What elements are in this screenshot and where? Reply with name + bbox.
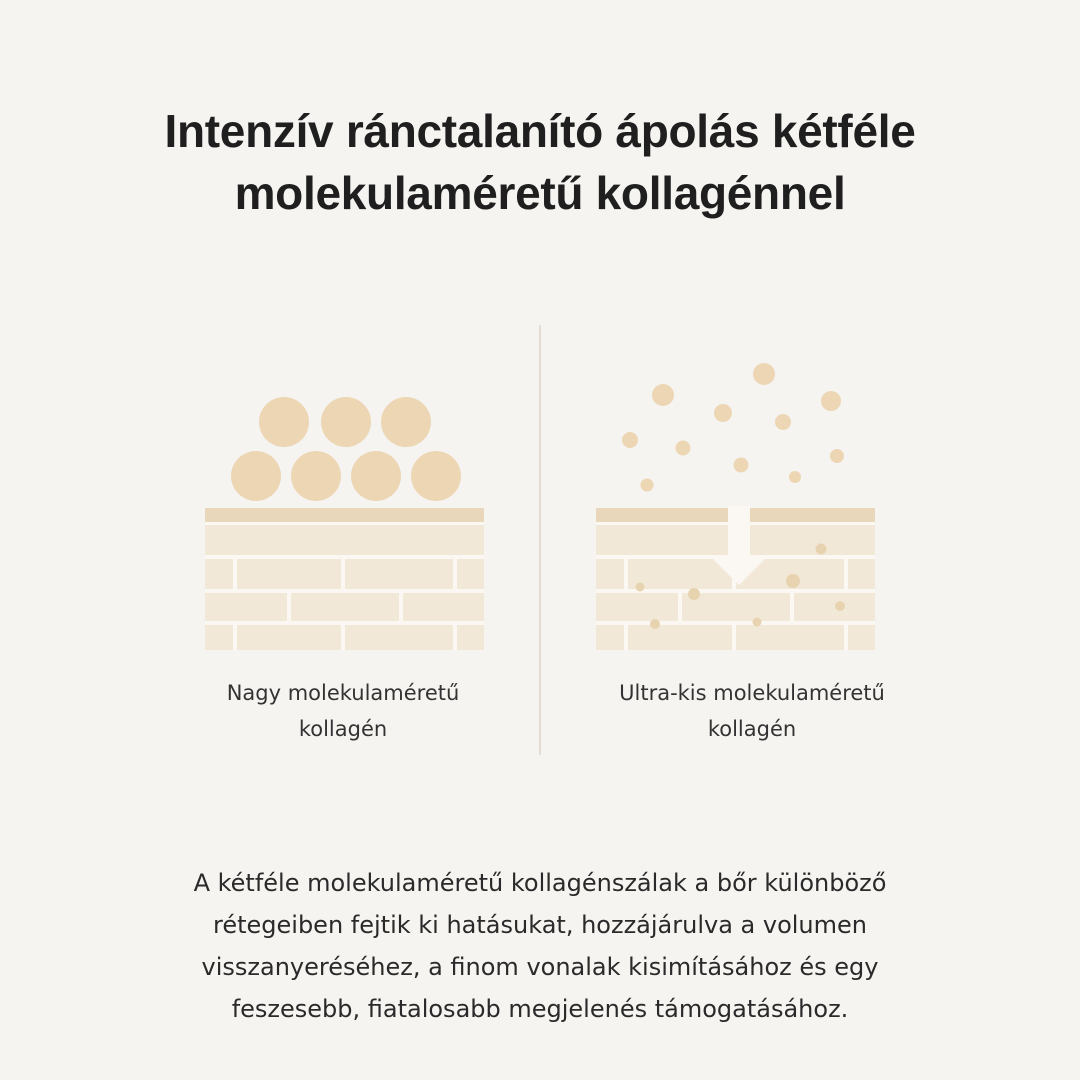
large-molecule [231, 451, 281, 501]
large-molecules [231, 397, 461, 501]
large-molecule [259, 397, 309, 447]
description-line: feszesebb, fiatalosabb megjelenés támogatásához. [231, 995, 849, 1023]
skin-brick [596, 593, 678, 621]
skin-brick [291, 593, 399, 621]
small-molecule [622, 432, 638, 448]
large-molecule [411, 451, 461, 501]
small-molecule [714, 404, 732, 422]
skin-brick [205, 625, 233, 650]
absorbed-particle [650, 619, 660, 629]
skin-brick [596, 559, 624, 589]
skin-layers-left [205, 508, 484, 650]
title-line-1: Intenzív ránctalanító ápolás kétféle [164, 105, 916, 157]
skin-brick [736, 625, 844, 650]
absorbed-particle [786, 574, 800, 588]
description-line: rétegeiben fejtik ki hatásukat, hozzájárulva a volumen [213, 911, 867, 939]
large-molecule [321, 397, 371, 447]
skin-brick [596, 625, 624, 650]
skin-brick [205, 559, 233, 589]
skin-brick [628, 625, 732, 650]
skin-brick [794, 593, 875, 621]
large-molecule-panel [205, 397, 484, 650]
small-molecule [753, 363, 775, 385]
caption-small-molecule [572, 675, 932, 747]
small-molecule [775, 414, 791, 430]
caption-large-molecule [163, 675, 523, 747]
small-molecules [622, 363, 844, 492]
description-paragraph [90, 862, 990, 1030]
skin-top-layer [205, 508, 484, 522]
description-line: visszanyeréséhez, a finom vonalak kisimításához és egy [201, 953, 879, 981]
absorbed-particle [816, 544, 827, 555]
skin-brick [205, 593, 287, 621]
small-molecule [734, 458, 749, 473]
absorbed-particle [753, 618, 762, 627]
skin-brick [403, 593, 484, 621]
skin-brick [205, 525, 484, 555]
absorbed-particle [636, 583, 645, 592]
absorbed-particle [835, 601, 845, 611]
caption-line: Ultra-kis molekulaméretű [619, 681, 885, 705]
skin-brick [345, 625, 453, 650]
small-molecule [652, 384, 674, 406]
description-line: A kétféle molekulaméretű kollagénszálak a bőr különböző [193, 869, 887, 897]
skin-brick [237, 625, 341, 650]
absorbed-particle [688, 588, 700, 600]
small-molecule [641, 479, 654, 492]
small-molecule [821, 391, 841, 411]
caption-line: Nagy molekulaméretű [226, 681, 460, 705]
large-molecule [291, 451, 341, 501]
skin-brick [345, 559, 453, 589]
small-molecule [789, 471, 801, 483]
large-molecule [351, 451, 401, 501]
large-molecule [381, 397, 431, 447]
skin-brick [848, 625, 875, 650]
caption-line: kollagén [298, 717, 388, 741]
skin-brick [457, 625, 484, 650]
caption-line: kollagén [707, 717, 797, 741]
skin-brick [457, 559, 484, 589]
small-molecule [830, 449, 844, 463]
title-line-2: molekulaméretű kollagénnel [234, 167, 846, 219]
small-molecule [676, 441, 691, 456]
skin-brick [237, 559, 341, 589]
skin-brick [848, 559, 875, 589]
small-molecule-panel [596, 363, 875, 650]
